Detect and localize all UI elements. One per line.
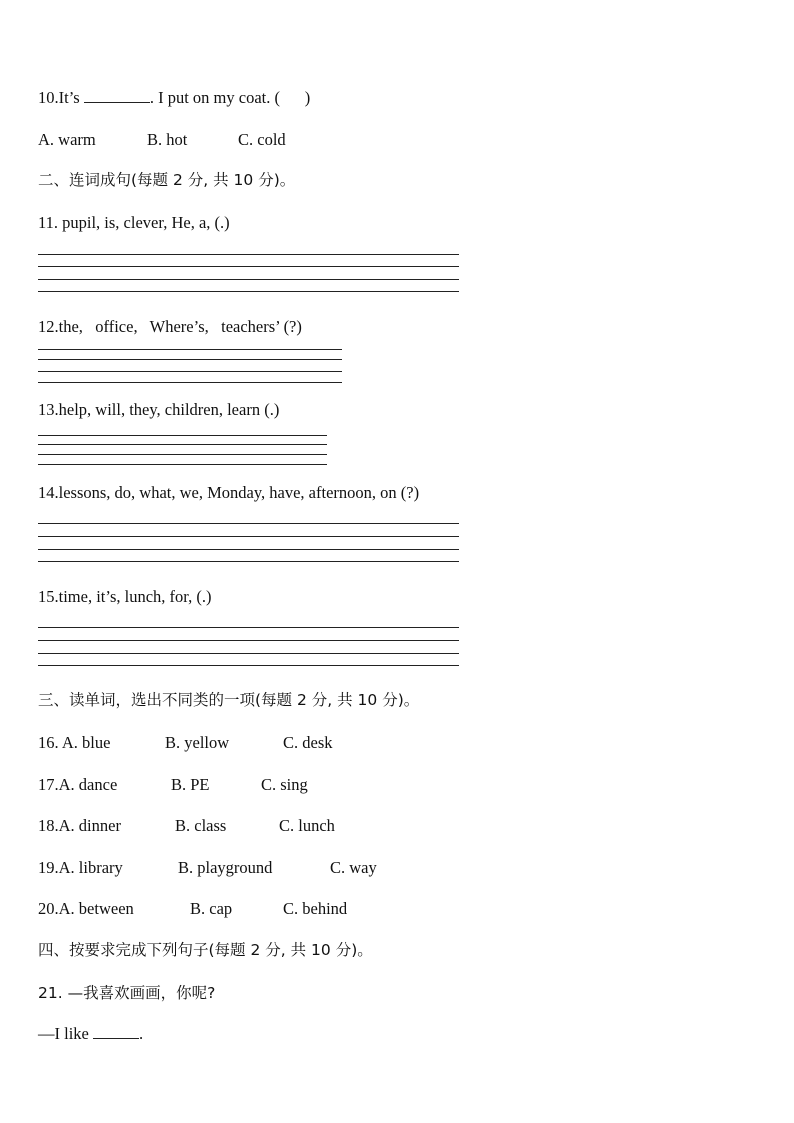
- question-16: [38, 733, 438, 753]
- option-a: 20.A. between: [38, 899, 134, 918]
- question-10-prefix: 10.It’s: [38, 88, 84, 107]
- question-20: [38, 899, 438, 919]
- question-21-prompt: 21. —我喜欢画画，你呢?: [38, 984, 216, 1002]
- question-19: [38, 858, 438, 878]
- option-b: B. PE: [171, 775, 210, 794]
- option-b: B. cap: [190, 899, 233, 918]
- question-18: [38, 816, 438, 836]
- option-a: 16. A. blue: [38, 733, 111, 752]
- option-c: C. behind: [283, 899, 348, 918]
- option-b: B. yellow: [165, 733, 230, 752]
- question-10-suffix: . I put on my coat. ( ): [149, 88, 311, 107]
- option-c: C. lunch: [279, 816, 335, 835]
- section-3-title: 三、读单词，选出不同类的一项(每题 2 分, 共 10 分)。: [38, 691, 420, 709]
- question-10: [38, 88, 310, 108]
- question-14: 14.lessons, do, what, we, Monday, have, afternoon, on (?): [38, 483, 420, 502]
- question-11: 11. pupil, is, clever, He, a, (.): [38, 213, 230, 232]
- answer-blank[interactable]: [84, 88, 150, 103]
- question-17: [38, 775, 438, 795]
- option-a: 19.A. library: [38, 858, 123, 877]
- answer-suffix: .: [139, 1024, 144, 1043]
- question-21-answer: [38, 1024, 143, 1044]
- option-c: C. cold: [238, 130, 286, 149]
- section-4-title: 四、按要求完成下列句子(每题 2 分, 共 10 分)。: [38, 941, 373, 959]
- option-a: 17.A. dance: [38, 775, 118, 794]
- option-c: C. sing: [261, 775, 308, 794]
- answer-prefix: —I like: [38, 1024, 93, 1043]
- option-b: B. hot: [147, 130, 188, 149]
- option-c: C. way: [330, 858, 377, 877]
- question-12: 12.the, office, Where’s, teachers’ (?): [38, 317, 302, 336]
- option-a: A. warm: [38, 130, 96, 149]
- option-a: 18.A. dinner: [38, 816, 121, 835]
- option-c: C. desk: [283, 733, 333, 752]
- answer-blank[interactable]: [93, 1024, 139, 1039]
- option-b: B. playground: [178, 858, 273, 877]
- option-b: B. class: [175, 816, 227, 835]
- question-10-options: [38, 130, 438, 150]
- question-15: 15.time, it’s, lunch, for, (.): [38, 587, 212, 606]
- question-13: 13.help, will, they, children, learn (.): [38, 400, 280, 419]
- section-2-title: 二、连词成句(每题 2 分, 共 10 分)。: [38, 171, 296, 189]
